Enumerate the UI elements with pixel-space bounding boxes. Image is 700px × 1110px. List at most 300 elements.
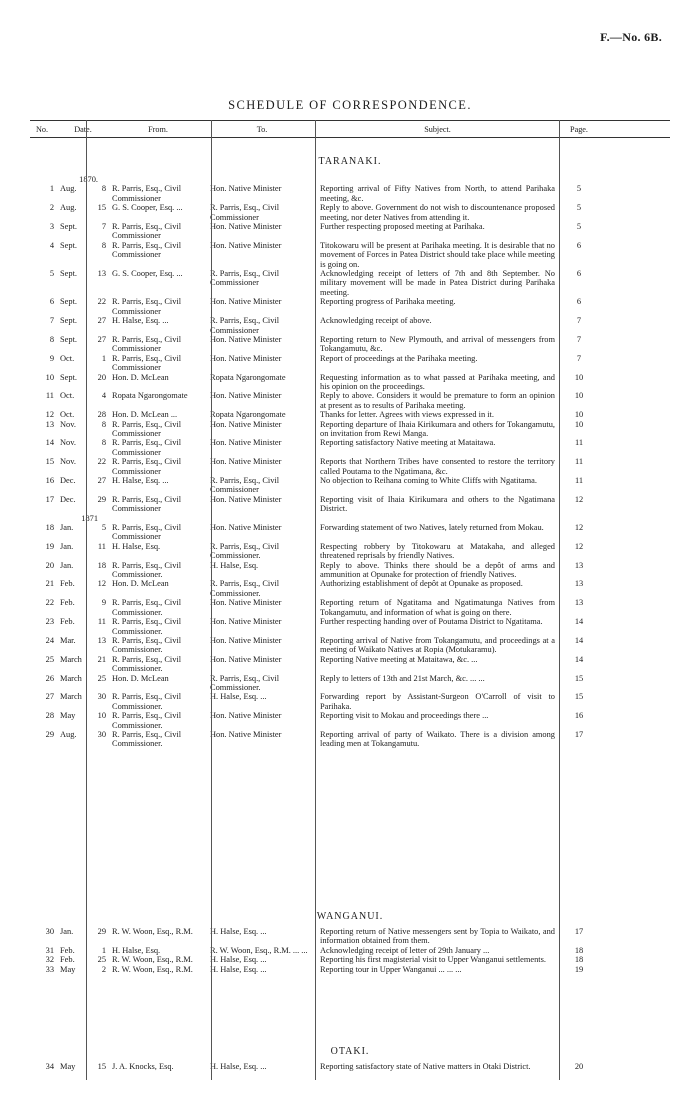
entry-page: 7 (576, 353, 582, 363)
entry-subject: Reporting return of Ngatitama and Ngatimatunga Natives from Tokangamutu, and information of what is going on there. (320, 598, 555, 617)
entry-subject: No objection to Reihana coming to White Cliffs with Ngatitama. (320, 476, 537, 485)
entry-to: R. Parris, Esq., Civil Commissioner. (210, 579, 280, 598)
section-title-wanganui: WANGANUI. (316, 911, 384, 922)
entry-from: R. Parris, Esq., Civil Commissioner. (112, 617, 182, 636)
entry-date (60, 373, 106, 392)
entry-day: 28 (97, 410, 106, 420)
entry-to: Hon. Native Minister (210, 240, 282, 250)
entry-to: Hon. Native Minister (210, 353, 282, 363)
entry-number: 21 (45, 579, 54, 589)
entry-number: 11 (45, 391, 54, 401)
column-rule (559, 120, 560, 1080)
entry-to: Hon. Native Minister (210, 654, 282, 664)
entry-subject: Reporting return of Native messengers sent by Topia to Waikato, and information obtained from them. (320, 927, 555, 946)
entry-from: H. Halse, Esq. ... (112, 316, 169, 326)
entry-day: 8 (101, 438, 106, 448)
entry-page: 16 (574, 711, 584, 721)
entry-date (60, 495, 106, 514)
entry-date (60, 965, 106, 974)
entry-number: 13 (45, 419, 54, 429)
entry-number: 22 (45, 598, 54, 608)
entry-from: H. Halse, Esq. (112, 541, 161, 551)
entry-page: 7 (576, 334, 582, 344)
entry-month: Aug. (60, 203, 77, 213)
entry-subject: Further respecting handing over of Poutama District to Ngatitama. (320, 617, 543, 627)
entry-month: March (60, 692, 82, 702)
entry-number: 20 (45, 560, 54, 570)
entry-page: 11 (574, 476, 584, 485)
entry-page: 13 (574, 598, 584, 608)
entry-month: Feb. (60, 945, 75, 955)
entry-day: 21 (97, 654, 106, 664)
entry-to: Hon. Native Minister (210, 523, 282, 533)
entry-from: R. Parris, Esq., Civil Commissioner (112, 184, 182, 203)
entry-subject: Respecting robbery by Titokowaru at Matakaha, and alleged threatened reprisals by friendly Natives. (320, 541, 555, 561)
entry-date (60, 561, 106, 580)
row-spacer (210, 175, 314, 184)
entry-number: 3 (49, 222, 54, 232)
entry-from: H. Halse, Esq. (112, 945, 161, 955)
entry-date (60, 542, 106, 561)
entry-subject: Requesting information as to what passed at Parihaka meeting, and his opinion on the proceedings. (320, 372, 555, 391)
entry-month: Aug. (60, 184, 77, 194)
entry-month: Feb. (60, 598, 75, 608)
entry-day: 22 (97, 297, 106, 307)
entry-page: 6 (576, 297, 582, 307)
entry-day: 25 (97, 955, 106, 965)
entry-from: G. S. Cooper, Esq. ... (112, 203, 183, 213)
entry-to: H. Halse, Esq. (210, 560, 259, 570)
entry-page: 19 (574, 964, 584, 974)
entry-subject: Reporting Native meeting at Mataitawa, &c. ... (320, 654, 478, 664)
entry-number: 31 (45, 945, 54, 955)
entry-month: Sept. (60, 269, 77, 279)
entry-number: 19 (45, 541, 54, 551)
entry-month: Jan. (60, 927, 74, 936)
entry-month: Mar. (60, 635, 76, 645)
col-header-date: Date. (74, 125, 92, 134)
entry-date (60, 476, 106, 495)
entry-date (60, 316, 106, 335)
entry-date (60, 203, 106, 222)
entry-day: 8 (101, 240, 106, 250)
entry-number: 10 (45, 372, 54, 382)
entry-subject: Forwarding statement of two Natives, lately returned from Mokau. (320, 523, 544, 533)
entry-day: 15 (97, 203, 106, 213)
entry-number: 8 (49, 334, 54, 344)
entry-date (60, 730, 106, 749)
entry-to: R. Parris, Esq., Civil Commissioner (210, 316, 280, 335)
entry-to: Hon. Native Minister (210, 729, 282, 739)
entry-number: 29 (45, 729, 54, 739)
entry-from: Hon. D. McLean (112, 673, 169, 683)
entry-page: 10 (574, 410, 584, 420)
entry-from: R. Parris, Esq., Civil Commissioner (112, 523, 182, 542)
entry-page: 7 (576, 316, 582, 326)
entry-day: 11 (97, 617, 106, 627)
entry-number: 14 (45, 438, 54, 448)
entry-number: 9 (49, 353, 54, 363)
column-rule (86, 120, 87, 1080)
entry-to: Hon. Native Minister (210, 222, 282, 232)
row-spacer (561, 514, 597, 523)
entry-from: H. Halse, Esq. ... (112, 476, 169, 485)
entry-day: 9 (101, 598, 106, 608)
entry-page: 5 (576, 203, 582, 213)
entry-subject: Acknowledging receipt of above. (320, 316, 432, 326)
entry-subject: Reporting visit of Ihaia Kirikumara and others to the Ngatimana District. (320, 494, 555, 514)
entry-subject: Report of proceedings at the Parihaka meeting. (320, 353, 478, 363)
entry-day: 1 (101, 353, 106, 363)
section-otaki (30, 1062, 670, 1071)
row-spacer (561, 175, 597, 184)
entry-date (60, 420, 106, 439)
entry-from: R. Parris, Esq., Civil Commissioner (112, 353, 182, 373)
entry-day: 12 (97, 579, 106, 589)
entry-to: R. Parris, Esq., Civil Commissioner (210, 203, 280, 222)
entry-day: 8 (101, 184, 106, 194)
entry-page: 6 (576, 240, 582, 250)
entry-month: May (60, 964, 76, 974)
entry-page: 11 (574, 438, 584, 448)
entry-page: 18 (574, 955, 584, 965)
entry-month: Nov. (60, 457, 76, 467)
entry-subject: Authorizing establishment of depôt at Opunake as proposed. (320, 579, 523, 589)
entry-from: R. Parris, Esq., Civil Commissioner. (112, 711, 182, 730)
entry-subject: Further respecting proposed meeting at Parihaka. (320, 222, 485, 232)
entry-day: 4 (101, 391, 106, 401)
entry-number: 17 (45, 494, 54, 504)
entry-date (60, 523, 106, 542)
entry-subject: Reporting satisfactory Native meeting at Mataitawa. (320, 438, 496, 448)
entry-number: 1 (49, 184, 54, 194)
entry-number: 15 (45, 457, 54, 467)
entry-day: 13 (97, 269, 106, 279)
entry-to: H. Halse, Esq. ... (210, 955, 267, 965)
entry-day: 29 (97, 494, 106, 504)
entry-from: R. Parris, Esq., Civil Commissioner. (112, 692, 182, 711)
entry-number: 28 (45, 711, 54, 721)
column-rule (211, 120, 212, 1080)
row-spacer (112, 175, 204, 184)
entry-month: Nov. (60, 419, 76, 429)
entry-subject: Reporting visit to Mokau and proceedings there ... (320, 711, 489, 721)
row-spacer (112, 514, 204, 523)
entry-month: Feb. (60, 955, 75, 965)
col-header-to: To. (256, 125, 268, 134)
entry-to: H. Halse, Esq. ... (210, 927, 267, 936)
entry-to: Hon. Native Minister (210, 391, 282, 401)
entry-page: 13 (574, 579, 584, 589)
entry-month: Dec. (60, 494, 76, 504)
entry-date (60, 335, 106, 354)
entry-day: 11 (97, 541, 106, 551)
table-header (30, 120, 670, 138)
entry-date (60, 617, 106, 636)
entry-month: Sept. (60, 316, 77, 326)
document-reference: F.—No. 6B. (600, 30, 662, 44)
entry-subject: Acknowledging receipt of letter of 29th January ... (320, 945, 490, 955)
entry-page: 12 (574, 541, 584, 551)
entry-page: 15 (574, 692, 584, 702)
col-header-subject: Subject. (424, 125, 451, 134)
entry-to: Hon. Native Minister (210, 297, 282, 307)
entry-month: March (60, 673, 82, 683)
entry-day: 8 (101, 419, 106, 429)
entry-from: J. A. Knocks, Esq. (112, 1062, 174, 1071)
entry-month: Aug. (60, 729, 77, 739)
entry-day: 7 (101, 222, 106, 232)
entry-number: 33 (45, 964, 54, 974)
entry-from: Hon. D. McLean ... (112, 410, 178, 420)
entry-subject: Reporting departure of Ihaia Kirikumara and others for Tokangamutu, on invitation from Rewi Manga. (320, 419, 555, 438)
entry-page: 12 (574, 523, 584, 533)
entry-date (60, 955, 106, 964)
entry-day: 1 (101, 945, 106, 955)
entry-page: 10 (574, 372, 584, 382)
entry-number: 12 (45, 410, 54, 420)
entry-to: Hon. Native Minister (210, 494, 282, 504)
entry-page: 10 (574, 419, 584, 429)
entry-number: 2 (49, 203, 54, 213)
column-rule (315, 120, 316, 1080)
row-spacer (210, 514, 314, 523)
entry-page: 5 (576, 184, 582, 194)
entry-page: 13 (574, 560, 584, 570)
entry-page: 17 (574, 927, 584, 936)
row-spacer (30, 175, 54, 184)
entry-month: Sept. (60, 372, 77, 382)
entry-date (60, 457, 106, 476)
entry-number: 32 (45, 955, 54, 965)
entry-from: R. Parris, Esq., Civil Commissioner (112, 222, 182, 241)
entry-day: 5 (101, 523, 106, 533)
entry-subject: Thanks for letter. Agrees with views expressed in it. (320, 410, 494, 420)
entry-date (60, 655, 106, 674)
entry-month: Jan. (60, 541, 74, 551)
entry-subject: Reporting return to New Plymouth, and arrival of messengers from Tokangamutu, &c. (320, 334, 555, 354)
entry-to: Hon. Native Minister (210, 457, 282, 467)
entry-month: Sept. (60, 334, 77, 344)
entry-date (60, 674, 106, 693)
entry-date (60, 438, 106, 457)
entry-date (60, 927, 106, 946)
entry-from: R. Parris, Esq., Civil Commissioner (112, 419, 182, 438)
entry-date (60, 297, 106, 316)
entry-day: 30 (97, 729, 106, 739)
entry-date (60, 241, 106, 269)
entry-number: 25 (45, 654, 54, 664)
entry-from: R. Parris, Esq., Civil Commissioner. (112, 560, 182, 580)
entry-subject: Reporting his first magisterial visit to Upper Wanganui settlements. (320, 955, 546, 965)
entry-from: R. Parris, Esq., Civil Commissioner (112, 457, 182, 476)
entry-month: March (60, 654, 82, 664)
entry-to: Ropata Ngarongomate (210, 410, 286, 420)
row-spacer (320, 514, 555, 523)
entry-to: Hon. Native Minister (210, 184, 282, 194)
entry-subject: Titokowaru will be present at Parihaka meeting. It is desirable that no movement of Forces in Patea District should take place while meeting is going on. (320, 240, 555, 269)
entry-month: May (60, 711, 76, 721)
section-title-otaki: OTAKI. (330, 1046, 370, 1057)
entry-date (60, 269, 106, 297)
entry-day: 27 (97, 316, 106, 326)
entry-from: R. Parris, Esq., Civil Commissioner. (112, 598, 182, 617)
entry-day: 20 (97, 372, 106, 382)
entry-number: 24 (45, 635, 54, 645)
entry-month: Sept. (60, 222, 77, 232)
entry-to: H. Halse, Esq. ... (210, 1062, 267, 1071)
entry-to: Hon. Native Minister (210, 617, 282, 627)
page-title: SCHEDULE OF CORRESPONDENCE. (228, 98, 472, 112)
entry-subject: Reporting arrival of Native from Tokangamutu, and proceedings at a meeting of Waikato Natives at Ropia (Motukaramu). (320, 635, 555, 655)
entry-from: R. Parris, Esq., Civil Commissioner (112, 438, 182, 457)
entry-date (60, 636, 106, 655)
entry-from: R. Parris, Esq., Civil Commissioner (112, 240, 182, 260)
entry-month: Oct. (60, 391, 75, 401)
entry-page: 12 (574, 494, 584, 504)
entry-to: Ropata Ngarongomate (210, 372, 286, 382)
entry-day: 10 (97, 711, 106, 721)
section-wanganui (30, 927, 670, 974)
entry-page: 20 (574, 1062, 584, 1071)
entry-to: Hon. Native Minister (210, 635, 282, 645)
entry-subject: Forwarding report by Assistant-Surgeon O'Carroll of visit to Parihaka. (320, 692, 555, 711)
entry-subject: Reply to above. Thinks there should be a depôt of arms and ammunition at Opunake for protection of friendly Natives. (320, 560, 555, 580)
entry-from: R. Parris, Esq., Civil Commissioner. (112, 729, 182, 749)
entry-from: R. Parris, Esq., Civil Commissioner (112, 297, 182, 316)
entry-day: 29 (97, 927, 106, 936)
entry-page: 17 (574, 729, 584, 739)
entry-month: Jan. (60, 523, 74, 533)
entry-month: Nov. (60, 438, 76, 448)
entry-from: R. W. Woon, Esq., R.M. (112, 927, 193, 936)
year-label: 1871 (81, 513, 98, 523)
entry-to: R. Parris, Esq., Civil Commissioner (210, 269, 280, 288)
entry-to: H. Halse, Esq. ... (210, 964, 267, 974)
entry-day: 18 (97, 560, 106, 570)
entry-to: Hon. Native Minister (210, 334, 282, 344)
entry-date (60, 946, 106, 955)
entry-page: 18 (574, 945, 584, 955)
entry-month: Jan. (60, 560, 74, 570)
entry-month: Oct. (60, 410, 75, 420)
entry-date (60, 692, 106, 711)
entry-to: H. Halse, Esq. ... (210, 692, 267, 702)
entry-date (60, 1062, 106, 1071)
entry-from: Hon. D. McLean (112, 579, 169, 589)
entry-month: Oct. (60, 353, 75, 363)
col-header-from: From. (148, 125, 168, 134)
entry-from: R. Parris, Esq., Civil Commissioner. (112, 635, 182, 655)
section-title-taranaki: TARANAKI. (318, 156, 382, 167)
entry-page: 14 (574, 617, 584, 627)
entry-subject: Reporting progress of Parihaka meeting. (320, 297, 456, 307)
entry-page: 14 (574, 654, 584, 664)
row-spacer (320, 175, 555, 184)
entry-day: 25 (97, 673, 106, 683)
entry-from: R. Parris, Esq., Civil Commissioner (112, 494, 182, 514)
entry-subject: Reporting tour in Upper Wanganui ... ... ... (320, 964, 462, 974)
entry-day: 13 (97, 635, 106, 645)
entry-subject: Reporting arrival of Fifty Natives from North, to attend Parihaka meeting, &c. (320, 184, 555, 203)
entry-from: R. Parris, Esq., Civil Commissioner (112, 334, 182, 354)
entry-day: 2 (101, 964, 106, 974)
entry-day: 30 (97, 692, 106, 702)
entry-to: R. W. Woon, Esq., R.M. ... ... (210, 945, 308, 955)
entry-month: Sept. (60, 240, 77, 250)
col-header-no: No. (35, 125, 49, 134)
entry-from: Ropata Ngarongomate (112, 391, 188, 401)
entry-from: Hon. D. McLean (112, 372, 169, 382)
entry-page: 14 (574, 635, 584, 645)
entry-subject: Reporting satisfactory state of Native matters in Otaki District. (320, 1062, 531, 1071)
entry-subject: Reporting arrival of party of Waikato. There is a division among leading men at Tokangamutu. (320, 729, 555, 749)
entry-from: R. Parris, Esq., Civil Commissioner. (112, 654, 182, 674)
entry-subject: Reports that Northern Tribes have consented to restore the territory called Poutama to the Ngatimana, &c. (320, 457, 555, 476)
section-taranaki (30, 175, 670, 749)
entry-number: 23 (45, 617, 54, 627)
col-header-page: Page. (570, 125, 588, 134)
entry-to: R. Parris, Esq., Civil Commissioner. (210, 673, 280, 692)
entry-number: 27 (45, 692, 54, 702)
entry-from: G. S. Cooper, Esq. ... (112, 269, 183, 279)
entry-to: Hon. Native Minister (210, 438, 282, 448)
row-spacer (30, 514, 54, 523)
entry-subject: Reply to above. Considers it would be premature to form an opinion at present as to results of Parihaka meeting. (320, 391, 555, 410)
entry-date (60, 410, 106, 419)
entry-month: Dec. (60, 476, 76, 485)
entry-to: Hon. Native Minister (210, 419, 282, 429)
entry-month: May (60, 1062, 76, 1071)
entry-date (60, 711, 106, 730)
entry-page: 15 (574, 673, 584, 683)
entry-date (60, 354, 106, 373)
entry-subject: Reply to letters of 13th and 21st March, &c. ... ... (320, 673, 485, 683)
entry-number: 6 (49, 297, 54, 307)
entry-to: Hon. Native Minister (210, 711, 282, 721)
entry-day: 27 (97, 476, 106, 485)
entry-subject: Reply to above. Government do not wish to discountenance proposed meeting, nor deter Natives from attending it. (320, 203, 555, 222)
entry-number: 7 (49, 316, 54, 326)
entry-month: Sept. (60, 297, 77, 307)
entry-number: 30 (45, 927, 54, 936)
entry-month: Feb. (60, 617, 75, 627)
entry-page: 5 (576, 222, 582, 232)
year-label: 1870. (79, 175, 98, 184)
entry-to: R. Parris, Esq., Civil Commissioner (210, 476, 280, 495)
entry-date (60, 579, 106, 598)
entry-day: 22 (97, 457, 106, 467)
entry-subject: Acknowledging receipt of letters of 7th and 8th September. No military movement will be made in Patea District during Parihaka meeting. (320, 269, 555, 297)
entry-date (60, 222, 106, 241)
entry-page: 11 (574, 457, 584, 467)
entry-to: Hon. Native Minister (210, 598, 282, 608)
entry-number: 16 (45, 476, 54, 485)
entry-from: R. W. Woon, Esq., R.M. (112, 964, 193, 974)
entry-page: 10 (574, 391, 584, 401)
entry-to: R. Parris, Esq., Civil Commissioner. (210, 541, 280, 561)
entry-number: 18 (45, 523, 54, 533)
entry-from: R. W. Woon, Esq., R.M. (112, 955, 193, 965)
entry-number: 5 (49, 269, 54, 279)
entry-number: 34 (45, 1062, 54, 1071)
entry-date (60, 391, 106, 410)
entry-month: Feb. (60, 579, 75, 589)
entry-date (60, 184, 106, 203)
entry-day: 15 (97, 1062, 106, 1071)
entry-page: 6 (576, 269, 582, 279)
entry-day: 27 (97, 334, 106, 344)
